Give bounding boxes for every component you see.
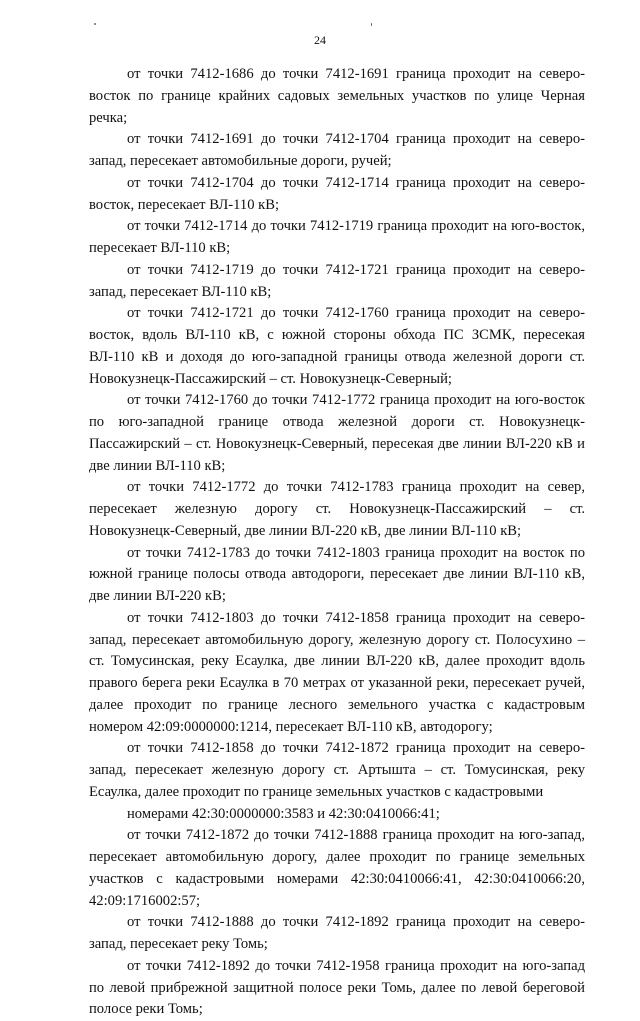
boundary-paragraph: от точки 7412-1691 до точки 7412-1704 граница проходит на северо-запад, пересекает автомобильные дороги, ручей; [89, 131, 585, 169]
boundary-paragraph: от точки 7412-1888 до точки 7412-1892 граница проходит на северо-запад, пересекает реку Томь; [89, 914, 585, 952]
scan-speck [371, 23, 372, 26]
scan-speck [94, 23, 96, 25]
page-number: 24 [314, 33, 326, 47]
boundary-paragraph: от точки 7412-1714 до точки 7412-1719 граница проходит на юго-восток, пересекает ВЛ-110 кВ; [89, 218, 585, 256]
boundary-paragraph: от точки 7412-1760 до точки 7412-1772 граница проходит на юго-восток по юго-западной границе отвода железной дороги ст. Новокузнецк-Пассажирский – ст. Новокузнецк-Северный, пересекая две линии ВЛ-220 кВ и две линии ВЛ-110 кВ; [89, 392, 585, 474]
boundary-paragraph: от точки 7412-1783 до точки 7412-1803 граница проходит на восток по южной границе полосы отвода автодороги, пересекает две линии ВЛ-110 кВ, две линии ВЛ-220 кВ; [89, 544, 585, 604]
boundary-paragraph: от точки 7412-1872 до точки 7412-1888 граница проходит на юго-запад, пересекает автомобильную дорогу, далее проходит по границе земельных участков с кадастровыми номерами 42:30:0410066:41, 42:30:0410066:20, 42:09:1716002:57; [89, 827, 585, 909]
boundary-paragraph: от точки 7412-1704 до точки 7412-1714 граница проходит на северо-восток, пересекает ВЛ-110 кВ; [89, 174, 585, 213]
boundary-paragraph: от точки 7412-1803 до точки 7412-1858 граница проходит на северо-запад, пересекает автомобильную дорогу, железную дорогу ст. Полосухино – ст. Томусинская, реку Есаулка, две линии ВЛ-220 кВ, далее проходит вдоль правого берега реки Есаулка в 70 метрах от указанной реки, пересекает ручей, далее проходит по границе лесного земельного участка с кадастровым номером 42:09:0000000:1214, пересекает ВЛ-110 кВ, автодорогу; [89, 609, 585, 735]
boundary-paragraph: от точки 7412-1686 до точки 7412-1691 граница проходит на северо-восток по границе крайних садовых земельных участков по улице Черная речка; [89, 66, 585, 126]
boundary-paragraph: от точки 7412-1858 до точки 7412-1872 граница проходит на северо-запад, пересекает железную дорогу ст. Артышта – ст. Томусинская, реку Есаулка, далее проходит по границе земельных участков с кадастровыми [89, 740, 585, 800]
boundary-paragraph: от точки 7412-1719 до точки 7412-1721 граница проходит на северо-запад, пересекает ВЛ-110 кВ; [89, 261, 585, 300]
document-body [89, 64, 585, 1021]
boundary-paragraph-continuation: номерами 42:30:0000000:3583 и 42:30:0410066:41; [127, 805, 440, 822]
boundary-paragraph: от точки 7412-1892 до точки 7412-1958 граница проходит на юго-запад по левой прибрежной защитной полосе реки Томь, далее по левой береговой полосе реки Томь; [89, 957, 585, 1018]
boundary-paragraph: от точки 7412-1721 до точки 7412-1760 граница проходит на северо-восток, вдоль ВЛ-110 кВ, с южной стороны обхода ПС ЗСМК, пересекая ВЛ-110 кВ и доходя до юго-западной границы отвода железной дороги ст. Новокузнецк-Пассажирский – ст. Новокузнецк-Северный; [89, 305, 585, 387]
boundary-paragraph: от точки 7412-1772 до точки 7412-1783 граница проходит на север, пересекает железную дорогу ст. Новокузнецк-Пассажирский – ст. Новокузнецк-Северный, две линии ВЛ-220 кВ, две линии ВЛ-110 кВ; [89, 479, 585, 539]
